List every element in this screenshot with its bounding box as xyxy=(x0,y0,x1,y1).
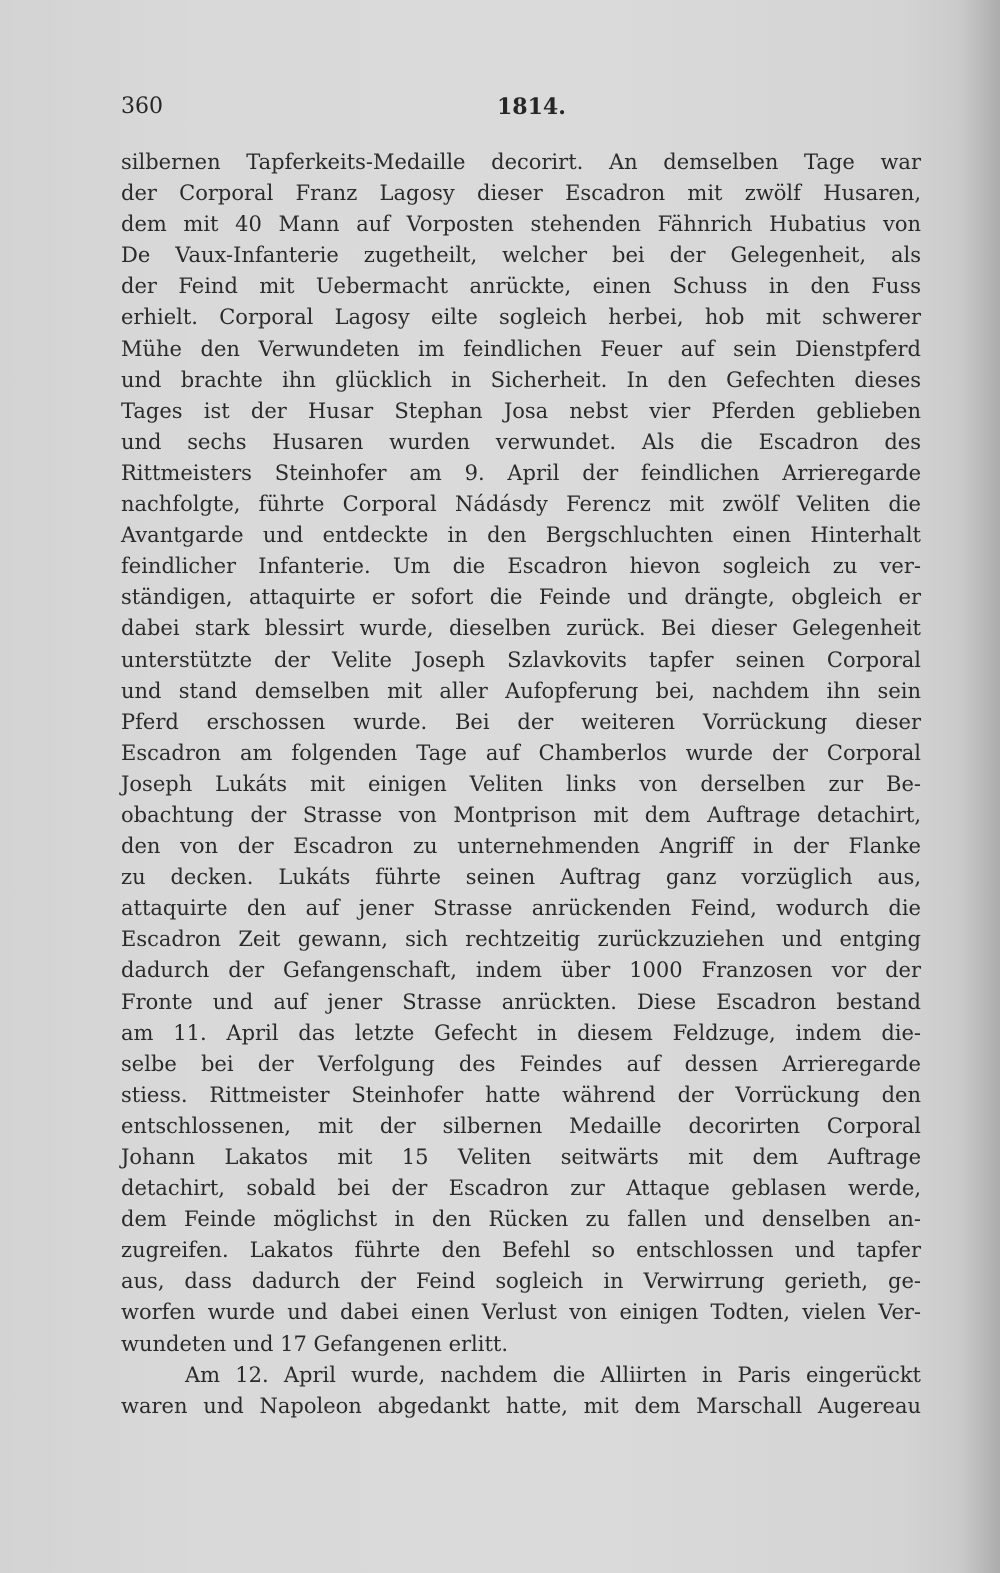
text-line: erhielt. Corporal Lagosy eilte sogleich herbei, hob mit schwerer xyxy=(121,305,921,330)
text-line: obachtung der Strasse von Montprison mit dem Auftrage detachirt, xyxy=(121,802,921,827)
text-line: detachirt, sobald bei der Escadron zur Attaque geblasen werde, xyxy=(121,1176,921,1201)
text-line: am 11. April das letzte Gefecht in diesem Feldzuge, indem die- xyxy=(121,1020,921,1045)
text-line: Fronte und auf jener Strasse anrückten. Diese Escadron bestand xyxy=(121,989,921,1014)
text-line: ständigen, attaquirte er sofort die Feinde und drängte, obgleich er xyxy=(121,585,921,610)
text-line: der Corporal Franz Lagosy dieser Escadron mit zwölf Husaren, xyxy=(121,181,921,206)
text-line: Tages ist der Husar Stephan Josa nebst vier Pferden geblieben xyxy=(121,398,921,423)
text-line: zugreifen. Lakatos führte den Befehl so entschlossen und tapfer xyxy=(121,1238,921,1263)
paragraph-start-line: Am 12. April wurde, nachdem die Alliirten in Paris eingerückt xyxy=(185,1362,921,1387)
text-line: entschlossenen, mit der silbernen Medaille decorirten Corporal xyxy=(121,1113,921,1138)
text-line: selbe bei der Verfolgung des Feindes auf dessen Arrieregarde xyxy=(121,1051,921,1076)
page-header xyxy=(121,94,921,124)
text-line: stiess. Rittmeister Steinhofer hatte während der Vorrückung den xyxy=(121,1082,921,1107)
text-line: der Feind mit Uebermacht anrückte, einen Schuss in den Fuss xyxy=(121,274,921,299)
text-line: dabei stark blessirt wurde, dieselben zurück. Bei dieser Gelegenheit xyxy=(121,616,921,641)
text-line: aus, dass dadurch der Feind sogleich in Verwirrung gerieth, ge- xyxy=(121,1269,921,1294)
text-line: dem Feinde möglichst in den Rücken zu fallen und denselben an- xyxy=(121,1207,921,1232)
body-text xyxy=(121,147,921,1422)
text-line: Rittmeisters Steinhofer am 9. April der feindlichen Arrieregarde xyxy=(121,460,921,485)
text-line: silbernen Tapferkeits-Medaille decorirt. An demselben Tage war xyxy=(121,150,921,174)
text-line: De Vaux-Infanterie zugetheilt, welcher bei der Gelegenheit, als xyxy=(121,243,921,268)
text-line: Escadron Zeit gewann, sich rechtzeitig zurückzuziehen und entging xyxy=(121,927,921,952)
text-line: worfen wurde und dabei einen Verlust von einigen Todten, vielen Ver- xyxy=(121,1300,921,1325)
text-line: nachfolgte, führte Corporal Nádásdy Ferencz mit zwölf Veliten die xyxy=(121,492,921,517)
text-line: und brachte ihn glücklich in Sicherheit. In den Gefechten dieses xyxy=(121,367,921,392)
text-line: Pferd erschossen wurde. Bei der weiteren Vorrückung dieser xyxy=(121,709,921,734)
page-number: 360 xyxy=(121,94,163,119)
text-line: waren und Napoleon abgedankt hatte, mit dem Marschall Augereau xyxy=(121,1393,921,1418)
text-line: den von der Escadron zu unternehmenden Angriff in der Flanke xyxy=(121,834,921,859)
text-line: feindlicher Infanterie. Um die Escadron hievon sogleich zu ver- xyxy=(121,554,921,579)
running-head-year: 1814. xyxy=(497,94,566,120)
text-line: und sechs Husaren wurden verwundet. Als die Escadron des xyxy=(121,429,921,454)
text-line: dem mit 40 Mann auf Vorposten stehenden Fähnrich Hubatius von xyxy=(121,212,921,237)
text-line: zu decken. Lukáts führte seinen Auftrag ganz vorzüglich aus, xyxy=(121,865,921,890)
text-line: Escadron am folgenden Tage auf Chamberlos wurde der Corporal xyxy=(121,740,921,765)
text-line: unterstützte der Velite Joseph Szlavkovits tapfer seinen Corporal xyxy=(121,647,921,672)
text-line: und stand demselben mit aller Aufopferung bei, nachdem ihn sein xyxy=(121,678,921,703)
text-line: attaquirte den auf jener Strasse anrückenden Feind, wodurch die xyxy=(121,896,921,921)
text-line: Johann Lakatos mit 15 Veliten seitwärts mit dem Auftrage xyxy=(121,1145,921,1169)
paragraph-end-line: wundeten und 17 Gefangenen erlitt. xyxy=(121,1331,509,1356)
text-line: dadurch der Gefangenschaft, indem über 1000 Franzosen vor der xyxy=(121,958,921,983)
text-line: Joseph Lukáts mit einigen Veliten links von derselben zur Be- xyxy=(121,771,921,796)
text-line: Mühe den Verwundeten im feindlichen Feuer auf sein Dienstpferd xyxy=(121,336,921,361)
text-line: Avantgarde und entdeckte in den Bergschluchten einen Hinterhalt xyxy=(121,523,921,548)
